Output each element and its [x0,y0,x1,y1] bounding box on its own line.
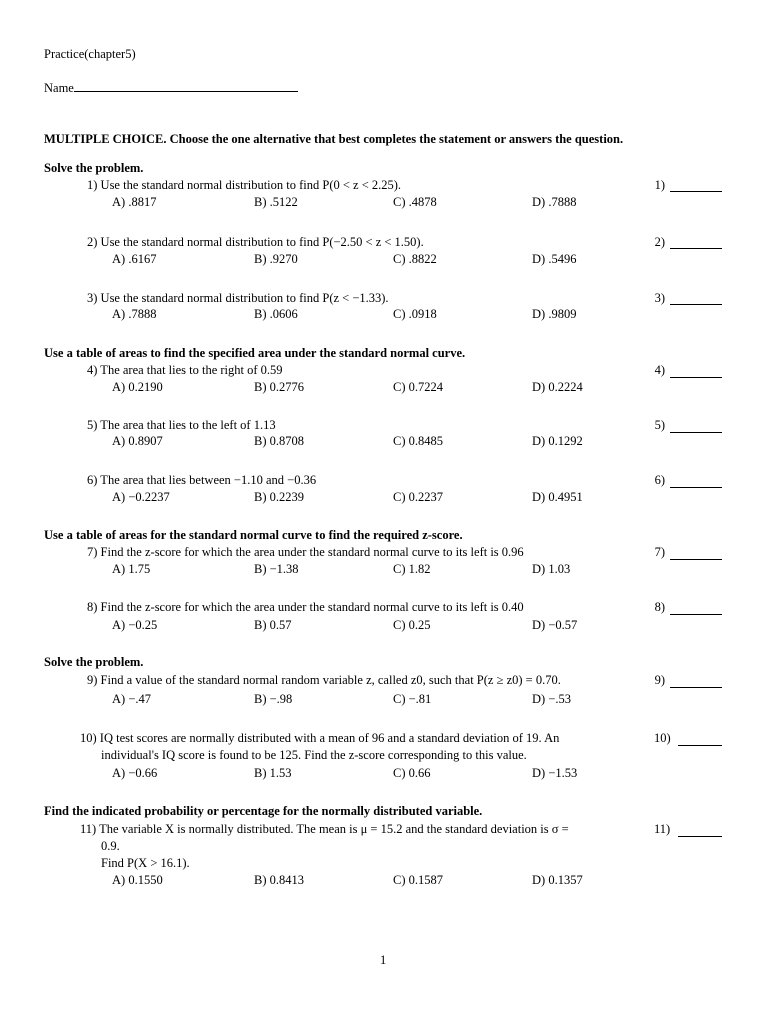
instructions: MULTIPLE CHOICE. Choose the one alternative that best completes the statement or answers the question. [44,132,624,146]
page-number: 1 [380,953,387,967]
choice-b[interactable]: B) 0.57 [254,618,292,632]
answer-number: 6) [654,473,665,487]
choice-a[interactable]: A) .7888 [112,307,157,321]
section-heading-1: Solve the problem. [44,161,144,175]
choice-b[interactable]: B) −1.38 [254,562,299,576]
answer-number: 3) [654,291,665,305]
question-text: 8) Find the z-score for which the area under the standard normal curve to its left is 0.40 [87,600,524,614]
answer-blank[interactable] [670,248,722,249]
name-blank-line [74,91,298,92]
choice-d[interactable]: D) 0.4951 [532,490,583,504]
question-text-line-3: Find P(X > 16.1). [101,856,190,870]
choice-a[interactable]: A) −0.66 [112,766,158,780]
choice-b[interactable]: B) .5122 [254,195,298,209]
choice-b[interactable]: B) 0.8708 [254,434,304,448]
answer-number: 11) [654,822,671,836]
question-text-line-2: individual's IQ score is found to be 125. Find the z-score corresponding to this value. [101,748,527,762]
choice-d[interactable]: D) .5496 [532,252,577,266]
choice-c[interactable]: C) 0.66 [393,766,431,780]
section-heading-5: Find the indicated probability or percentage for the normally distributed variable. [44,804,483,818]
choice-c[interactable]: C) −.81 [393,692,432,706]
answer-blank[interactable] [670,487,722,488]
name-label: Name [44,81,74,95]
answer-blank[interactable] [670,687,722,688]
worksheet-title: Practice(chapter5) [44,47,136,61]
choice-b[interactable]: B) 0.8413 [254,873,304,887]
answer-blank[interactable] [670,432,722,433]
choice-c[interactable]: C) .0918 [393,307,437,321]
answer-blank[interactable] [670,614,722,615]
answer-number: 9) [654,673,665,687]
choice-a[interactable]: A) −.47 [112,692,151,706]
answer-number: 4) [654,363,665,377]
choice-d[interactable]: D) 0.2224 [532,380,583,394]
answer-number: 8) [654,600,665,614]
choice-d[interactable]: D) −.53 [532,692,571,706]
choice-a[interactable]: A) 0.1550 [112,873,163,887]
answer-blank[interactable] [670,191,722,192]
answer-blank[interactable] [670,377,722,378]
choice-c[interactable]: C) .8822 [393,252,437,266]
choice-d[interactable]: D) −1.53 [532,766,578,780]
question-text-line-2: 0.9. [101,839,120,853]
question-text: 5) The area that lies to the left of 1.13 [87,418,276,432]
choice-a[interactable]: A) −0.25 [112,618,158,632]
answer-blank[interactable] [678,745,722,746]
choice-b[interactable]: B) 0.2776 [254,380,304,394]
choice-a[interactable]: A) .8817 [112,195,157,209]
question-text: 1) Use the standard normal distribution to find P(0 < z < 2.25). [87,178,402,192]
choice-d[interactable]: D) .9809 [532,307,577,321]
choice-b[interactable]: B) .0606 [254,307,298,321]
choice-c[interactable]: C) 0.8485 [393,434,443,448]
choice-a[interactable]: A) 0.2190 [112,380,163,394]
section-heading-2: Use a table of areas to find the specified area under the standard normal curve. [44,346,466,360]
answer-number: 10) [654,731,671,745]
answer-number: 7) [654,545,665,559]
choice-d[interactable]: D) 0.1292 [532,434,583,448]
answer-number: 5) [654,418,665,432]
choice-c[interactable]: C) .4878 [393,195,437,209]
choice-a[interactable]: A) −0.2237 [112,490,170,504]
answer-blank[interactable] [670,559,722,560]
choice-a[interactable]: A) 0.8907 [112,434,163,448]
choice-c[interactable]: C) 0.7224 [393,380,443,394]
choice-a[interactable]: A) 1.75 [112,562,151,576]
question-text: 7) Find the z-score for which the area under the standard normal curve to its left is 0.96 [87,545,524,559]
answer-number: 1) [654,178,665,192]
choice-a[interactable]: A) .6167 [112,252,157,266]
choice-b[interactable]: B) .9270 [254,252,298,266]
section-heading-3: Use a table of areas for the standard normal curve to find the required z-score. [44,528,463,542]
question-text: 3) Use the standard normal distribution to find P(z < −1.33). [87,291,389,305]
question-text-line-1: 10) IQ test scores are normally distributed with a mean of 96 and a standard deviation of 19. An [80,731,560,745]
choice-d[interactable]: D) −0.57 [532,618,578,632]
choice-c[interactable]: C) 0.25 [393,618,431,632]
choice-b[interactable]: B) 0.2239 [254,490,304,504]
answer-blank[interactable] [670,304,722,305]
question-text: 9) Find a value of the standard normal random variable z, called z0, such that P(z ≥ z0) = 0.70. [87,673,561,687]
choice-b[interactable]: B) 1.53 [254,766,292,780]
question-text-line-1: 11) The variable X is normally distributed. The mean is μ = 15.2 and the standard deviation is σ = [80,822,569,836]
choice-c[interactable]: C) 1.82 [393,562,431,576]
question-text: 2) Use the standard normal distribution to find P(−2.50 < z < 1.50). [87,235,424,249]
choice-d[interactable]: D) .7888 [532,195,577,209]
choice-c[interactable]: C) 0.2237 [393,490,443,504]
choice-b[interactable]: B) −.98 [254,692,293,706]
answer-blank[interactable] [678,836,722,837]
answer-number: 2) [654,235,665,249]
choice-c[interactable]: C) 0.1587 [393,873,443,887]
choice-d[interactable]: D) 0.1357 [532,873,583,887]
question-text: 6) The area that lies between −1.10 and −0.36 [87,473,317,487]
name-field[interactable] [44,80,298,97]
choice-d[interactable]: D) 1.03 [532,562,571,576]
question-text: 4) The area that lies to the right of 0.59 [87,363,283,377]
section-heading-4: Solve the problem. [44,655,144,669]
